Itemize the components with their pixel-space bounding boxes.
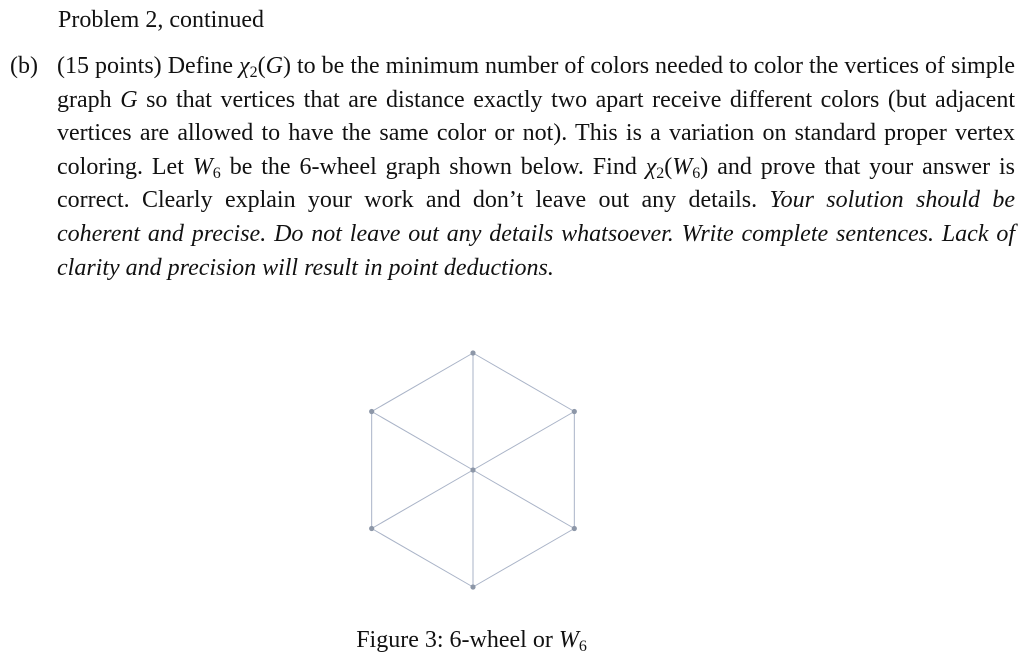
paren-close: ) (700, 153, 709, 180)
caption-wheel-variable: W (558, 627, 579, 653)
wheel-variable: W (192, 153, 213, 180)
paren-open: ( (664, 153, 673, 180)
caption-wheel-subscript: 6 (578, 638, 587, 655)
hub-vertex (470, 467, 475, 472)
spoke-edge (473, 470, 574, 529)
wheel-subscript: 6 (212, 164, 221, 182)
caption-text: Figure 3: 6-wheel or (356, 627, 553, 653)
wheel-subscript: 6 (692, 164, 701, 182)
problem-statement (57, 50, 1015, 285)
wheel-variable: W (672, 153, 693, 180)
rim-vertex (470, 584, 475, 589)
rim-vertex (572, 409, 577, 414)
paren-close: ) (282, 53, 291, 79)
statement-text: and prove that your answer is correct. Clearly explain your work and don’t leave out any details. (57, 153, 1015, 214)
graph-variable: G (265, 53, 283, 79)
rim-edge (372, 353, 473, 412)
rim-vertex (572, 526, 577, 531)
statement-text: Define (167, 53, 234, 79)
statement-text: to be the minimum number of colors needed to color the vertices of simple graph (57, 53, 1016, 113)
rim-vertex (369, 409, 374, 414)
points-label: (15 points) (57, 53, 162, 79)
chi-subscript: 2 (656, 164, 665, 182)
rim-edge (473, 529, 574, 588)
chi-symbol: χ (239, 53, 250, 79)
chi-symbol: χ (645, 153, 657, 180)
rim-edge (473, 353, 574, 412)
rim-vertex (470, 350, 475, 355)
figure-caption (0, 624, 943, 656)
statement-text: be the 6-wheel graph shown below. Find (229, 153, 637, 180)
spoke-edge (473, 412, 574, 471)
italic-instructions: Your solution should be coherent and precise. Do not leave out any details whatsoever. Write complete sentences. Lack of clarity and precision will result in point deductions. (57, 187, 1015, 281)
spoke-edge (372, 470, 473, 529)
spoke-edge (372, 412, 473, 471)
rim-edge (372, 529, 473, 588)
rim-vertex (369, 526, 374, 531)
part-label: (b) (10, 53, 38, 79)
paren-open: ( (257, 53, 266, 79)
problem-heading: Problem 2, continued (58, 7, 264, 33)
wheel-graph-figure (360, 342, 586, 598)
graph-variable: G (120, 86, 138, 113)
chi-subscript: 2 (249, 64, 258, 81)
statement-text: so that vertices that are distance exactly two apart receive different colors (but adjacent vertices are allowed to have the same color or not). This is a variation on standard proper vertex coloring. Let (57, 86, 1016, 180)
